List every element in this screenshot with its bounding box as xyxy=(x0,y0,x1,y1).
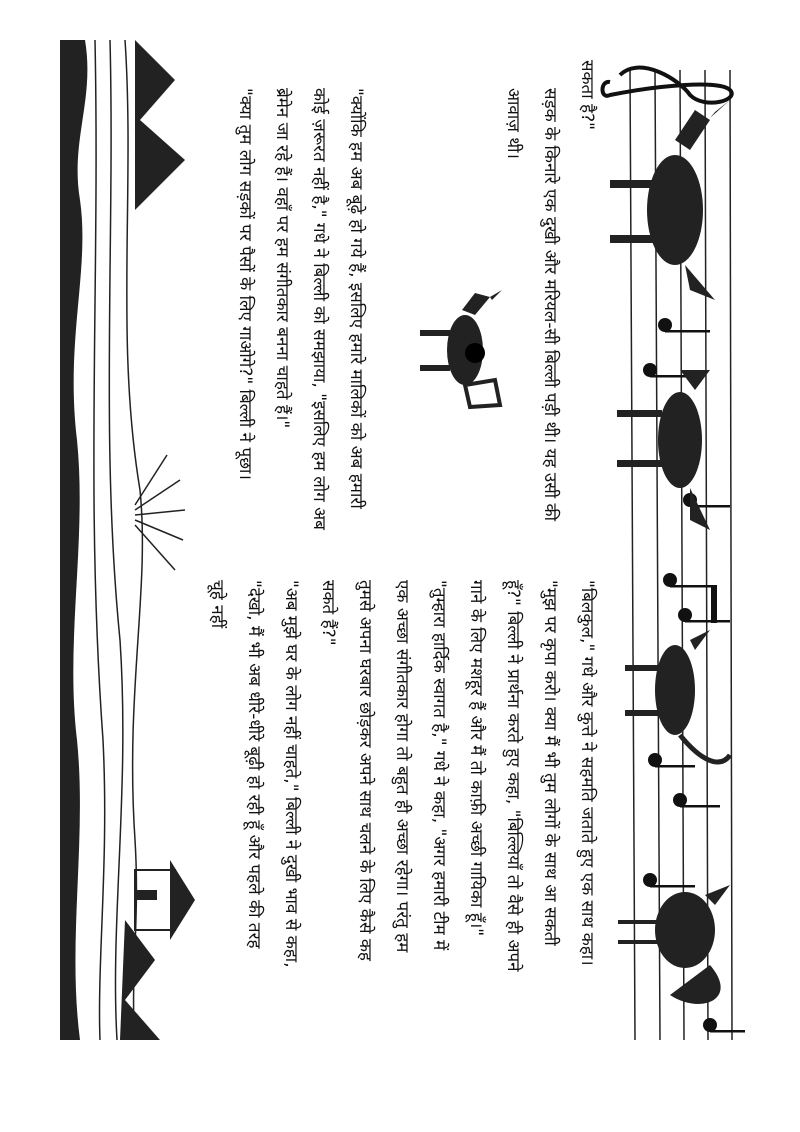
cat-illustration xyxy=(625,630,730,762)
paragraph: "तुम्हारा हार्दिक स्वागत है," गधे ने कहा, "अगर हमारी टीम में एक अच्छा संगीतकार होगा तो बहुत ही अच्छा रहेगा। परंतु हम तुमसे अपना घरबार छोड़कर अपने साथ चलने के लिए कैसे कह सकते हैं?" xyxy=(318,580,449,961)
paragraph: "बिलकुल," गधे और कुत्ते ने सहमति जताते हुए एक साथ कहा। xyxy=(577,580,597,966)
right-text-column xyxy=(198,552,605,972)
paragraph: "क्योंकि हम अब बूढ़े हो गये हैं, इसलिए हमारे मालिकों को अब हमारी कोई ज़रूरत नहीं है," गधे ने बिल्ली को समझाया, "इसलिए हम लोग अब ब्रेमेन जा रहे हैं। वहाँ पर हम संगीतकार बनना चाहते हैं।" xyxy=(272,88,366,530)
music-strip-illustration xyxy=(600,40,750,1040)
top-fragment: सकता है?" xyxy=(577,60,597,130)
donkey-with-chair-illustration xyxy=(415,285,510,415)
treble-clef-icon xyxy=(603,68,732,103)
paragraph: "अब मुझे घर के लोग नहीं चाहते," बिल्ली ने दुखी भाव से कहा, "देखो, मैं भी अब धीरे-धीरे बूढ़ी हो रही हूँ और पहले की तरह चूहे नहीं xyxy=(207,580,301,968)
paragraph: "मुझ पर कृपा करो। क्या मैं भी तुम लोगों के साथ आ सकती हूँ?" बिल्ली ने प्रार्थना करते हुए कहा, "बिल्लियाँ तो वैसे ही अपने गाने के लिए मशहूर हैं और मैं तो काफ़ी अच्छी गायिका हूँ।" xyxy=(466,580,560,972)
paragraph: सड़क के किनारे एक दुखी और मरियल-सी बिल्ली पड़ी थी। यह उसी की आवाज़ थी। xyxy=(503,88,560,521)
house-illustration xyxy=(135,860,195,940)
landscape-with-house-and-sunrise xyxy=(60,40,195,1040)
paragraph: "क्या तुम लोग सड़कों पर पैसों के लिए गाओगे?" बिल्ली ने पूछा। xyxy=(235,88,255,480)
donkey-illustration xyxy=(610,100,730,300)
rotated-page xyxy=(60,40,750,1040)
